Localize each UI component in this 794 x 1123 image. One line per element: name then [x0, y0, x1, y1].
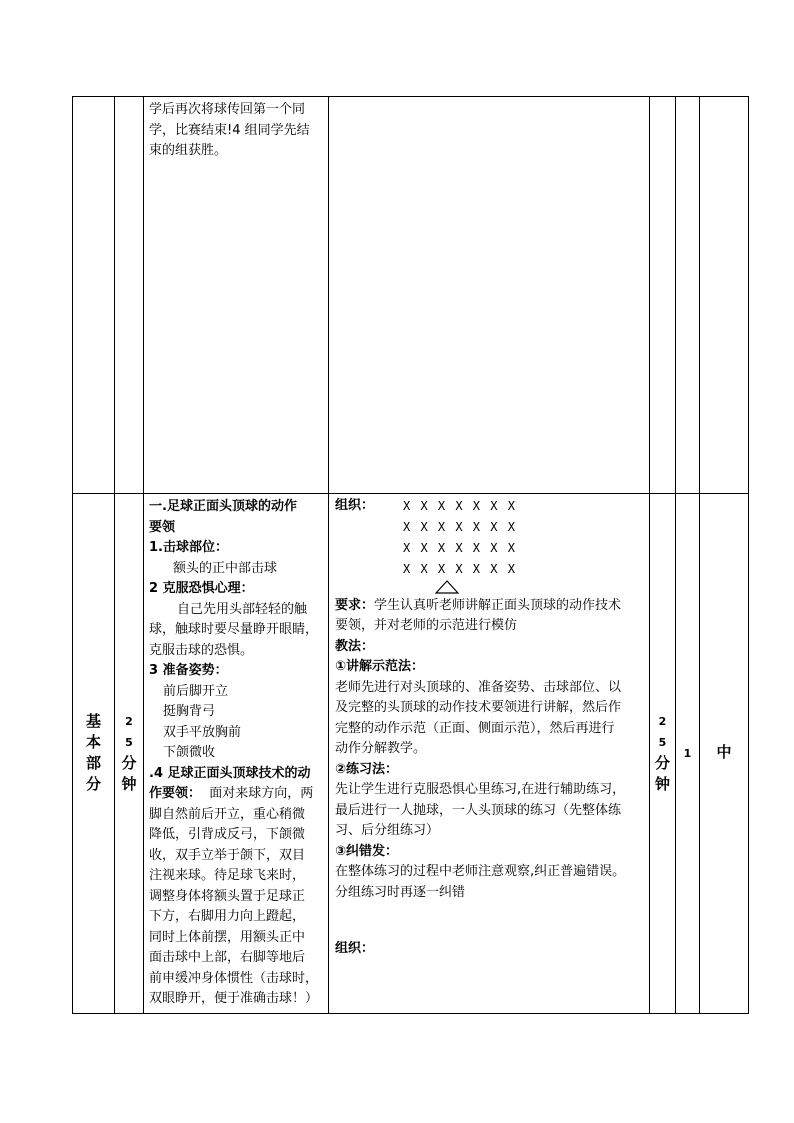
point-text: 注视来球。待足球飞来时，	[149, 868, 306, 883]
section-title: 要领	[149, 519, 176, 535]
requirement-text: 要求：学生认真听老师讲解正面头顶球的动作技术	[335, 597, 622, 613]
method-text: 分组练习时再逐一纠错	[335, 884, 466, 900]
method-cell-empty	[329, 97, 650, 494]
student-formation-row: X X X X X X X	[403, 499, 517, 513]
method-text: 老师先进行对头顶球的、准备姿势、击球部位、以	[335, 679, 622, 695]
point-text: 降低，引背成反弓，下颌微	[149, 827, 306, 842]
method-text: 及完整的头顶球的动作技术要领进行讲解，然后作	[335, 700, 622, 715]
section-label-cell	[73, 494, 115, 1014]
point-item: 挺胸背弓	[163, 704, 216, 719]
point-text: 额头的正中部击球	[173, 560, 278, 576]
method-text: 完整的动作示范（正面、侧面示范），然后再进行	[335, 720, 615, 736]
student-formation-row: X X X X X X X	[403, 561, 517, 576]
count-cell-empty	[676, 97, 700, 494]
point-text: 调整身体将额头置于足球正	[149, 888, 306, 904]
point-text: 下方，右脚用力向上蹬起，	[149, 909, 306, 924]
section-label: 基 本 部 分	[85, 711, 101, 793]
point-heading: 1.击球部位：	[149, 540, 228, 555]
point-heading: 3 准备姿势：	[149, 663, 228, 678]
section-cell-empty	[73, 97, 115, 494]
intensity-cell-empty	[700, 97, 749, 494]
requirement-text: 要领，并对老师的示范进行模仿	[335, 618, 518, 633]
point-text: 同时上体前摆，用额头正中	[149, 929, 306, 945]
count-cell	[676, 494, 700, 1014]
duration-label: 2 5 分 钟	[654, 714, 670, 793]
count-value: 1	[683, 746, 692, 760]
point-text: 前申缓冲身体惯性（击球时，	[149, 970, 319, 986]
point-heading: .4 足球正面头顶球技术的动	[149, 765, 311, 781]
duration-cell-empty	[650, 97, 676, 494]
time-cell-empty	[115, 97, 144, 494]
point-text: 双眼睁开，便于准确击球！）	[149, 991, 319, 1006]
method-text: 最后进行一人抛球，一人头顶球的练习（先整体练	[335, 802, 622, 818]
method-text: 动作分解教学。	[335, 741, 427, 756]
teaching-method-label: 教法：	[335, 638, 375, 654]
student-formation-row: X X X X X X X	[403, 519, 517, 534]
table-row-continuation	[73, 97, 749, 494]
organization-label: 组织：	[335, 941, 375, 956]
triangle-icon	[435, 580, 459, 594]
point-text: 面击球中上部，右脚等地后	[149, 950, 306, 965]
method-heading: ①讲解示范法：	[335, 659, 425, 674]
point-text: 球，触球时要尽量睁开眼睛，	[149, 622, 319, 637]
content-line: 学后再次将球传回第一个同	[149, 102, 306, 117]
point-item: 双手平放胸前	[163, 724, 242, 740]
point-item: 前后脚开立	[163, 683, 229, 699]
point-text: 自己先用头部轻轻的触	[177, 601, 308, 617]
organization-label: 组织：	[335, 498, 375, 513]
content-line: 学，比赛结束!4 组同学先结	[149, 122, 310, 138]
content-cell	[144, 494, 329, 1014]
point-text: 作要领： 面对来球方向，两	[149, 786, 314, 801]
method-text: 先让学生进行克服恐惧心里练习,在进行辅助练习，	[335, 782, 626, 797]
student-formation-row: X X X X X X X	[403, 540, 517, 555]
time-label: 2 5 分 钟	[121, 714, 137, 793]
point-text: 收，双手立举于颌下，双目	[149, 847, 306, 863]
time-label-cell	[115, 494, 144, 1014]
point-text: 脚自然前后开立，重心稍微	[149, 806, 306, 822]
point-heading: 2 克服恐惧心理：	[149, 581, 254, 596]
intensity-value: 中	[716, 743, 732, 762]
teacher-position	[335, 580, 647, 596]
method-text: 在整体练习的过程中老师注意观察,纠正普遍错误。	[335, 864, 626, 879]
method-heading: ③纠错发：	[335, 843, 399, 859]
method-heading: ②练习法：	[335, 761, 399, 777]
content-cell	[144, 97, 329, 494]
method-cell	[329, 494, 650, 1014]
point-text: 克服击球的恐惧。	[149, 642, 254, 658]
method-text: 习、后分组练习）	[335, 823, 440, 838]
point-item: 下颌微收	[163, 745, 216, 760]
content-line: 束的组获胜。	[149, 143, 228, 158]
intensity-cell	[700, 494, 749, 1014]
table-row-basic-part	[73, 494, 749, 1014]
formation-row	[335, 496, 647, 517]
section-title: 一.足球正面头顶球的动作	[149, 499, 297, 514]
duration-cell	[650, 494, 676, 1014]
lesson-plan-table	[72, 96, 749, 1014]
